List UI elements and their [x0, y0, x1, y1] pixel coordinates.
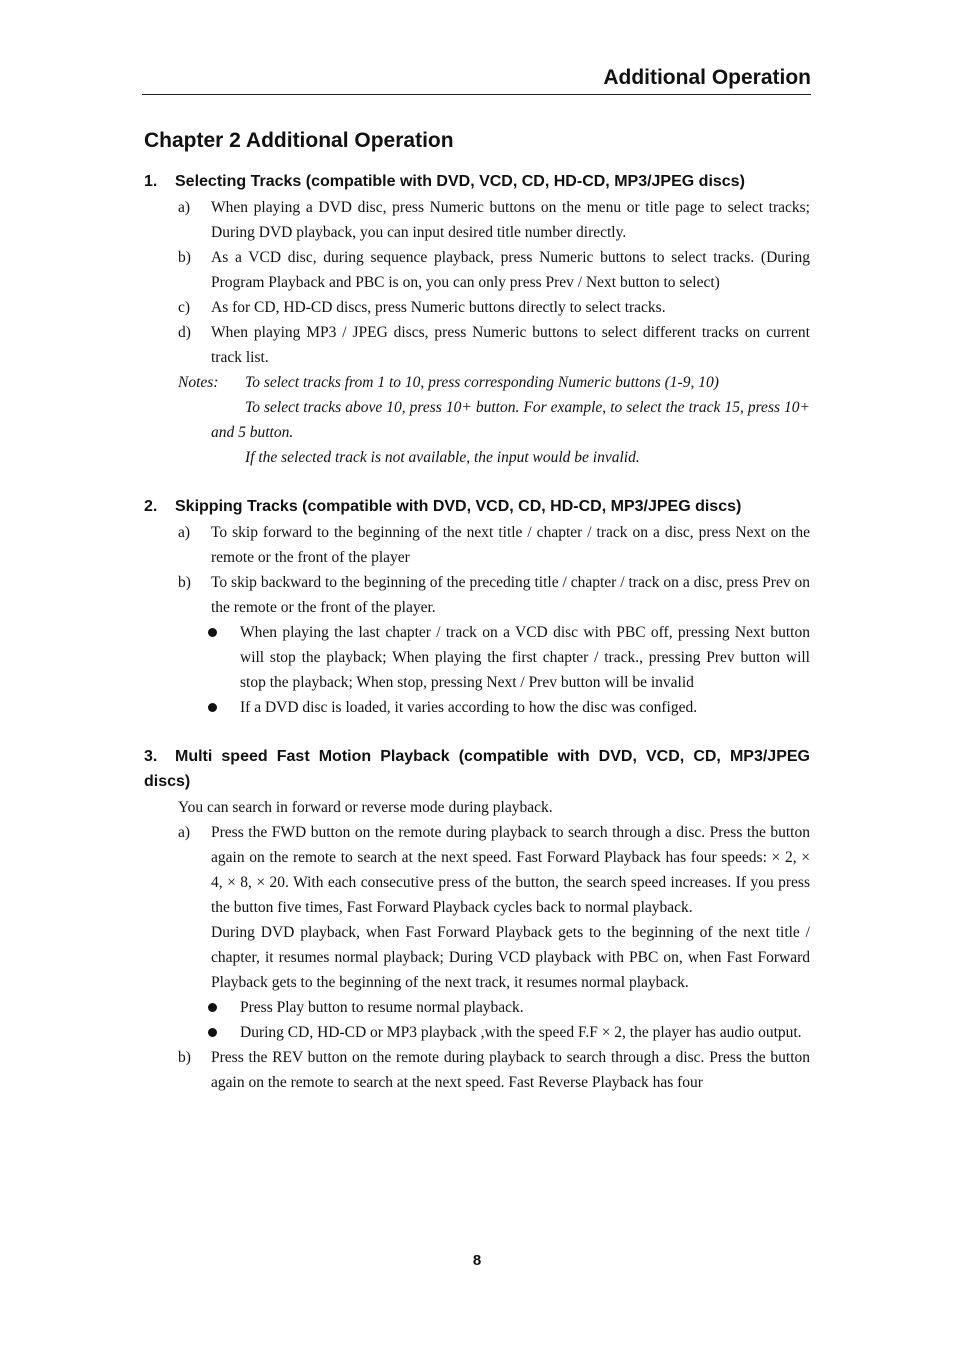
item-label: d): [178, 324, 191, 341]
bullet-icon: [208, 628, 217, 637]
bullet-item: [144, 1020, 810, 1045]
bullet-text: During CD, HD-CD or MP3 playback ,with the speed F.F × 2, the player has audio output.: [240, 1024, 802, 1041]
running-header-title: Additional Operation: [603, 66, 811, 89]
item-label: b): [178, 574, 191, 591]
item-text: When playing a DVD disc, press Numeric buttons on the menu or title page to select tracks; During DVD playback, you can input desired title number directly.: [211, 199, 810, 241]
item-text: As a VCD disc, during sequence playback, press Numeric buttons to select tracks. (During Program Playback and PBC is on, you can only press Prev / Next button to select): [211, 249, 810, 291]
item-label: a): [178, 824, 191, 841]
page-number: 8: [472, 1252, 482, 1269]
section-title: Multi speed Fast Motion Playback (compatible with DVD, VCD, CD, MP3/JPEG discs): [144, 748, 810, 790]
chapter-title: Chapter 2 Additional Operation: [144, 129, 454, 152]
note-line: To select tracks above 10, press 10+ button. For example, to select the track 15, press 10+ and 5 button.: [211, 399, 810, 441]
item-text: Press the REV button on the remote during playback to search through a disc. Press the button again on the remote to search at the next speed. Fast Reverse Playback has four: [211, 1049, 810, 1091]
notes-label: Notes:: [178, 374, 219, 391]
list-item: [144, 245, 810, 295]
section-skipping-tracks: [144, 494, 810, 720]
bullet-item: [144, 620, 810, 695]
section-heading: [144, 169, 810, 194]
bullet-icon: [208, 1003, 217, 1012]
item-label: c): [178, 299, 191, 316]
note-line: [144, 370, 810, 395]
bullet-icon: [208, 703, 217, 712]
header-rule: [142, 94, 811, 95]
item-text: When playing MP3 / JPEG discs, press Numeric buttons to select different tracks on current track list.: [211, 324, 810, 366]
list-item: [144, 320, 810, 370]
section-title: Skipping Tracks (compatible with DVD, VCD, CD, HD-CD, MP3/JPEG discs): [175, 498, 742, 515]
item-continuation: During DVD playback, when Fast Forward Playback gets to the beginning of the next title / chapter, it resumes normal playback; During VCD playback with PBC on, when Fast Forward Playback gets to the beginning of the next track, it resumes normal playback.: [211, 924, 810, 991]
section-selecting-tracks: [144, 169, 810, 470]
section-number: 3.: [144, 748, 158, 765]
section-intro: You can search in forward or reverse mode during playback.: [178, 799, 553, 816]
item-label: a): [178, 524, 191, 541]
section-number: 2.: [144, 498, 158, 515]
item-text: To skip backward to the beginning of the preceding title / chapter / track on a disc, press Prev on the remote or the front of the player.: [211, 574, 810, 616]
item-text: Press the FWD button on the remote during playback to search through a disc. Press the button again on the remote to search at the next speed. Fast Forward Playback has four speeds: × 2, × 4, × 8, × 20. With each consecutive press of the button, the search speed increases. If you press the button five times, Fast Forward Playback cycles back to normal playback.: [211, 824, 810, 916]
bullet-text: When playing the last chapter / track on a VCD disc with PBC off, pressing Next button will stop the playback; When playing the first chapter / track., pressing Prev button will stop the playback; When stop, pressing Next / Prev button will be invalid: [240, 624, 810, 691]
section-heading: [144, 494, 810, 519]
bullet-item: [144, 695, 810, 720]
list-item: [144, 520, 810, 570]
section-number: 1.: [144, 173, 158, 190]
bullet-text: If a DVD disc is loaded, it varies according to how the disc was configed.: [240, 699, 698, 716]
item-text: To skip forward to the beginning of the next title / chapter / track on a disc, press Next on the remote or the front of the player: [211, 524, 810, 566]
list-item: [144, 820, 810, 920]
list-item: [144, 295, 810, 320]
list-item: [144, 570, 810, 620]
bullet-text: Press Play button to resume normal playback.: [240, 999, 524, 1016]
item-label: b): [178, 249, 191, 266]
list-item: [144, 1045, 810, 1095]
bullet-icon: [208, 1028, 217, 1037]
note-text: To select tracks from 1 to 10, press corresponding Numeric buttons (1-9, 10): [245, 374, 719, 391]
item-label: a): [178, 199, 191, 216]
item-label: b): [178, 1049, 191, 1066]
list-item: [144, 195, 810, 245]
item-text: As for CD, HD-CD discs, press Numeric buttons directly to select tracks.: [211, 299, 666, 316]
notes-block: [144, 370, 810, 470]
page-content: [144, 127, 810, 1095]
bullet-item: [144, 995, 810, 1020]
section-heading: [144, 744, 810, 794]
section-title: Selecting Tracks (compatible with DVD, VCD, CD, HD-CD, MP3/JPEG discs): [175, 173, 745, 190]
note-line: If the selected track is not available, the input would be invalid.: [245, 449, 640, 466]
section-fast-motion-playback: [144, 744, 810, 1095]
